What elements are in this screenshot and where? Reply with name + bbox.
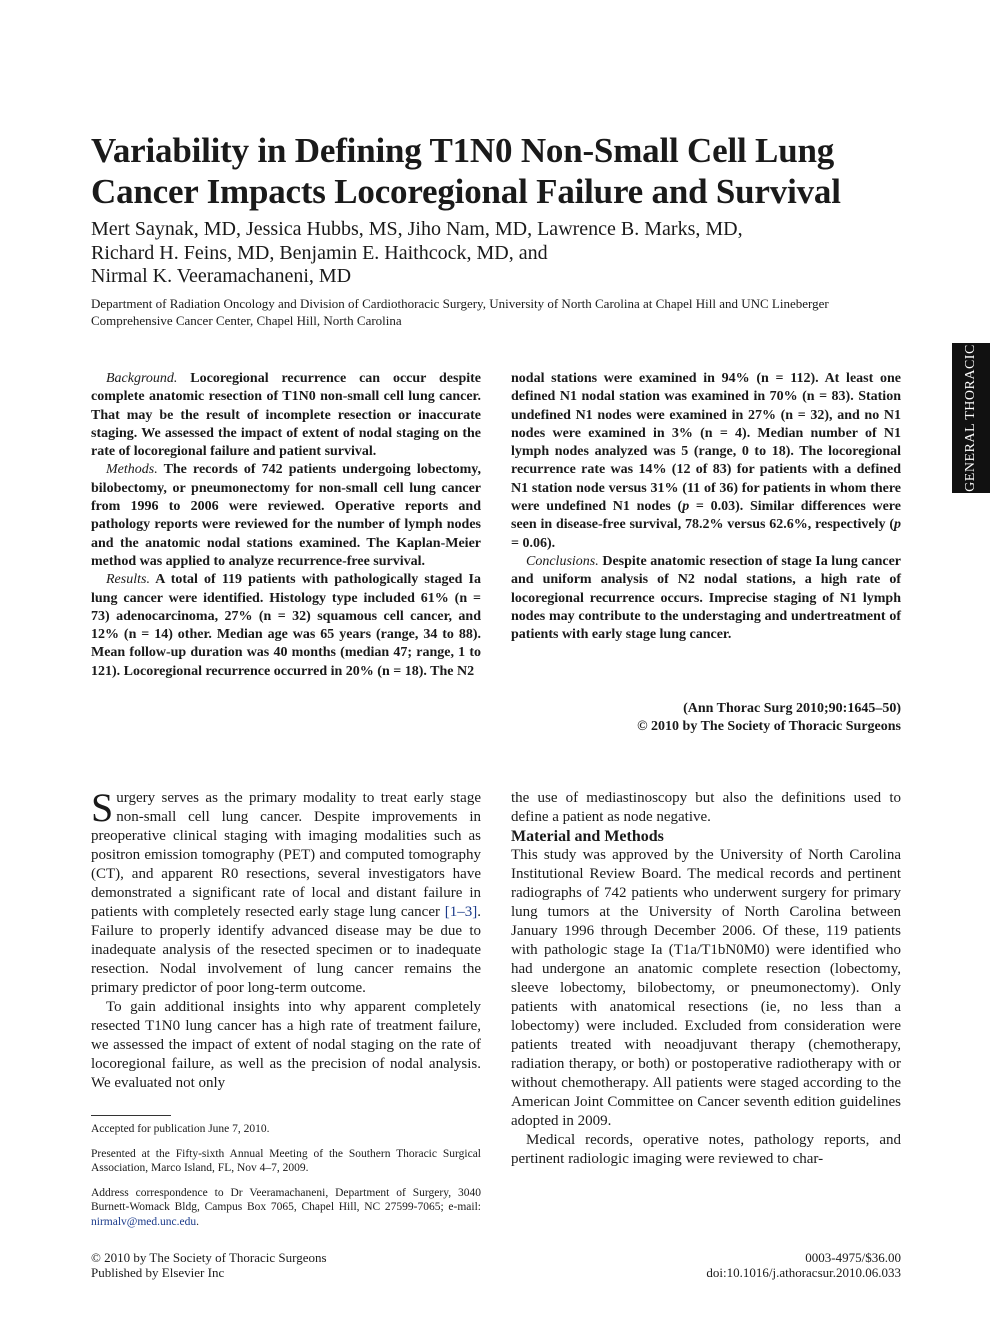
- background-label: Background.: [106, 371, 178, 386]
- author-line: Nirmal K. Veeramachaneni, MD: [91, 265, 352, 287]
- methods-text: The records of 742 patients undergoing lobectomy, bilobectomy, or pneumonectomy for non-small cell lung cancer from 1996 to 2006 were reviewed. Operative reports and pathology reports were reviewed for the number of lymph nodes and the anatomic nodal stations examined. The Kaplan-Meier method was applied to analyze recurrence-free survival.: [91, 462, 482, 569]
- footer-doi: doi:10.1016/j.athoracsur.2010.06.033: [706, 1265, 901, 1280]
- methods-paragraph-2: Medical records, operative notes, pathology reports, and pertinent radiologic imaging were reviewed to char-: [511, 1132, 901, 1167]
- section-heading: Material and Methods: [511, 828, 664, 845]
- accepted-note: Accepted for publication June 7, 2010.: [91, 1123, 270, 1135]
- author-list: [91, 218, 911, 289]
- presented-note: Presented at the Fifty-sixth Annual Meeting of the Southern Thoracic Surgical Association, Marco Island, FL, Nov 4–7, 2009.: [91, 1147, 481, 1174]
- footer-copyright: © 2010 by The Society of Thoracic Surgeons: [91, 1250, 327, 1265]
- abstract-results: [91, 571, 481, 681]
- citation-block: [511, 700, 901, 737]
- footer-issn: 0003-4975/$36.00: [805, 1250, 901, 1265]
- results-text-cont: = 0.03). Similar differences were seen in disease-free survival, 78.2% versus 62.6%, respectively (: [511, 499, 901, 533]
- email-link[interactable]: nirmalv@med.unc.edu: [91, 1215, 197, 1228]
- results-label: Results.: [106, 572, 150, 588]
- footnotes: [91, 1122, 481, 1239]
- footer-left: [91, 1250, 327, 1280]
- abstract-conclusions: [511, 553, 901, 644]
- affiliation: Department of Radiation Oncology and Division of Cardiothoracic Surgery, University of North Carolina at Chapel Hill and UNC Lineberger Comprehensive Cancer Center, Chapel Hill, North Carolina: [91, 296, 829, 328]
- intro-text: . Failure to properly identify advanced disease may be due to inadequate analysis of the resected specimen or to inadequate resection. Nodal involvement of lung cancer remains the primary predictor of poor long-term outcome.: [91, 904, 481, 996]
- p-value-symbol: p: [682, 499, 690, 515]
- conclusions-label: Conclusions.: [526, 553, 599, 569]
- conclusions-text: Despite anatomic resection of stage Ia lung cancer and uniform analysis of N2 nodal stations, a high rate of locoregional recurrence occurs. Imprecise staging of N1 lymph nodes may contribute to the understaging and undertreatment of patients with early stage lung cancer.: [511, 553, 902, 643]
- section-side-tab: [952, 343, 990, 493]
- address-period: .: [196, 1215, 199, 1228]
- intro-paragraph: [91, 785, 481, 998]
- methods-paragraph: This study was approved by the University of North Carolina Institutional Review Board. The medical records and pertinent radiographs of 742 patients who underwent surgery for primary lung tumors at the University of North Carolina between January 1996 through December 2006. Of these, 119 patients with pathologic stage Ia (T1a/T1bN0M0) were identified who had undergone an anatomic complete resection (lobectomy, sleeve lobectomy, bilobectomy, or pneumonectomy). Only patients with anatomical resections (ie, no less than a lobectomy) were included. Excluded from consideration were patients treated with neoadjuvant therapy (chemotherapy, radiation therapy, or both) or postoperative radiotherapy with or without chemotherapy. All patients were staged according to the American Joint Committee on Cancer seventh edition guidelines adopted in 2009.: [511, 847, 901, 1129]
- background-text: Locoregional recurrence can occur despite complete anatomic resection of T1N0 non-small cell lung cancer. That may be the result of incomplete resection or inaccurate staging. We assessed the impact of extent of nodal staging on the rate of locoregional failure and patient survival.: [91, 371, 482, 460]
- drop-cap: S: [91, 785, 114, 830]
- body-right-column: [511, 789, 901, 1169]
- side-tab-label: GENERAL THORACIC: [963, 344, 978, 492]
- footer-publisher: Published by Elsevier Inc: [91, 1265, 225, 1280]
- intro-text: urgery serves as the primary modality to treat early stage non-small cell lung cancer. Despite improvements in preoperative clinical staging with imaging modalities such as positron emission tomography (PET) and computed tomography (CT), and apparent R0 resections, several investigators have demonstrated a significant rate of local and distant failure in patients with completely resected early stage lung cancer: [91, 790, 481, 920]
- abstract-left-column: [91, 370, 481, 681]
- abstract-results-continued: [511, 370, 901, 553]
- citation-copyright: © 2010 by The Society of Thoracic Surgeons: [637, 719, 901, 735]
- intro-paragraph-2: To gain additional insights into why apparent completely resected T1N0 lung cancer has a high rate of treatment failure, we assessed the impact of extent of nodal staging on the rate of locoregional failure, as well as the precision of nodal analysis. We evaluated not only: [91, 999, 481, 1091]
- journal-citation: (Ann Thorac Surg 2010;90:1645–50): [683, 701, 901, 716]
- results-text: A total of 119 patients with pathologically staged Ia lung cancer were identified. Histology type included 61% (n = 73) adenocarcinoma, 27% (n = 32) squamous cell cancer, and 12% (n = 14) other. Median age was 65 years (range, 34 to 88). Mean follow-up duration was 40 months (median 47; range, 1 to 121). Locoregional recurrence occurred in 20% (n = 18). The N2: [91, 572, 482, 679]
- results-text-cont: = 0.06).: [511, 535, 556, 551]
- correspondence-note: [91, 1186, 481, 1230]
- article-title: Variability in Defining T1N0 Non-Small Cell Lung Cancer Impacts Locoregional Failure and Survival: [91, 131, 841, 211]
- reference-link[interactable]: [1–3]: [444, 904, 478, 920]
- footer-right: [600, 1250, 901, 1280]
- results-text-cont: nodal stations were examined in 94% (n = 112). At least one defined N1 nodal station was examined in 70% (n = 83). Station undefined N1 nodes were examined in 27% (n = 32), and no N1 nodes were examined in 3% (n = 4). Median number of N1 lymph nodes analyzed was 5 (range, 0 to 18). The locoregional recurrence rate was 14% (12 of 83) for patients with a defined N1 station node versus 31% (11 of 36) for patients in whom there were undefined N1 nodes (: [511, 371, 901, 515]
- author-line: Mert Saynak, MD, Jessica Hubbs, MS, Jiho Nam, MD, Lawrence B. Marks, MD,: [91, 218, 743, 240]
- abstract-background: [91, 370, 481, 461]
- p-value-symbol: p: [894, 517, 901, 533]
- abstract-right-column: [511, 370, 901, 644]
- footnote-divider: [91, 1115, 171, 1116]
- address-text: Address correspondence to Dr Veeramachaneni, Department of Surgery, 3040 Burnett-Womack Bldg, Campus Box 7065, Chapel Hill, NC 27599-7065; e-mail:: [91, 1186, 481, 1213]
- methods-label: Methods.: [106, 462, 158, 478]
- abstract-methods: [91, 461, 481, 571]
- body-left-column: [91, 785, 481, 1093]
- intro-paragraph-continued: the use of mediastinoscopy but also the definitions used to define a patient as node negative.: [511, 790, 901, 825]
- author-line: Richard H. Feins, MD, Benjamin E. Haithcock, MD, and: [91, 241, 548, 264]
